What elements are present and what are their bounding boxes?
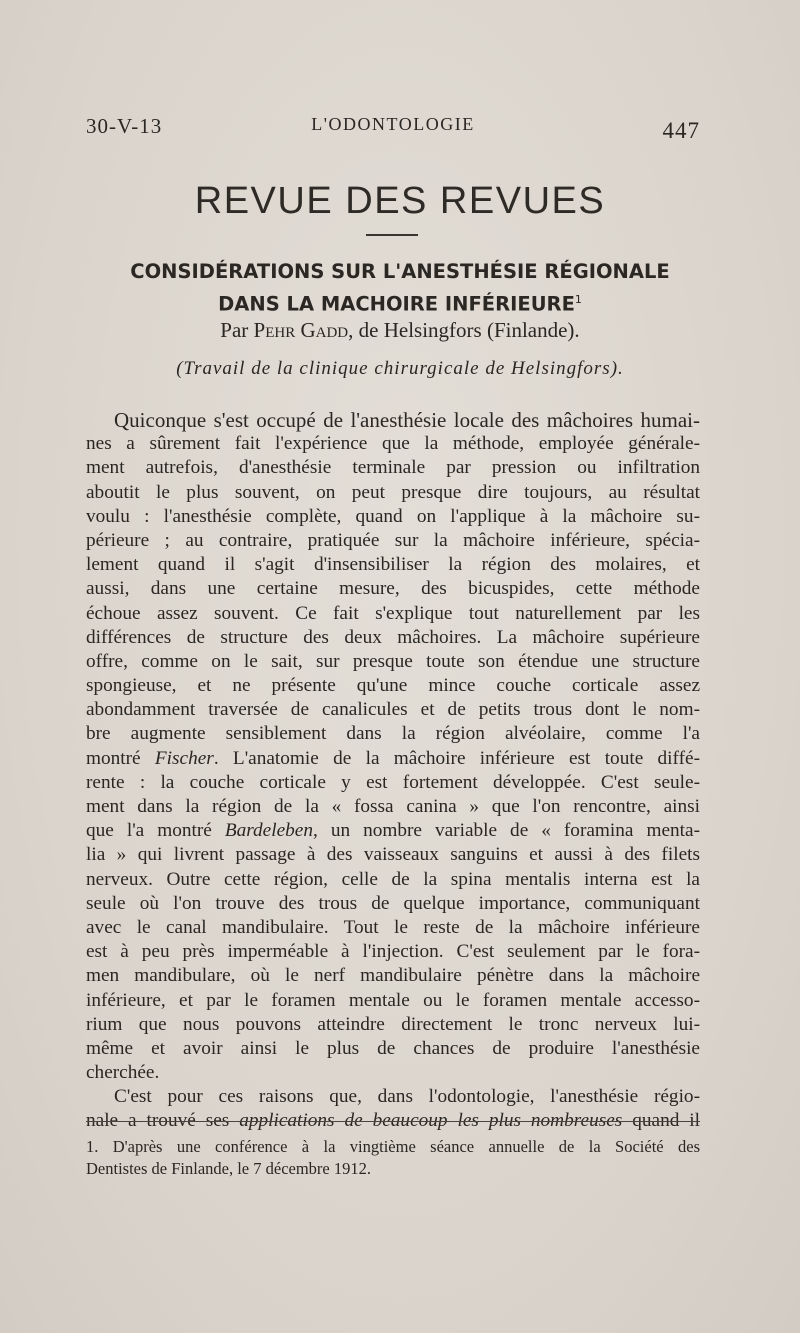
affiliation: (Travail de la clinique chirurgicale de Helsingfors).	[176, 358, 624, 379]
footnote-line-2: Dentistes de Finlande, le 7 décembre 1912.	[86, 1159, 372, 1178]
body-line: rente : la couche corticale y est fortement développée. C'est seule-	[86, 771, 700, 793]
body-line: avec le canal mandibulaire. Tout le reste de la mâchoire inférieure	[86, 916, 700, 938]
section-title: REVUE DES REVUES	[194, 180, 606, 222]
byline: Par Pehr Gadd, de Helsingfors (Finlande).	[220, 318, 580, 342]
article-body	[86, 408, 700, 1134]
body-line: même et avoir ainsi le plus de chances de produire l'anesthésie	[86, 1037, 700, 1059]
body-line: bre augmente sensiblement dans la région alvéolaire, comme l'a	[86, 723, 700, 745]
body-line: périeure ; au contraire, pratiquée sur la mâchoire inférieure, spécia-	[86, 529, 700, 551]
body-line: lia » qui livrent passage à des vaisseaux sanguins et aussi à des filets	[86, 844, 700, 866]
body-line: voulu : l'anesthésie complète, quand on l'applique à la mâchoire su-	[86, 505, 700, 527]
article-title-line-1: CONSIDÉRATIONS SUR L'ANESTHÉSIE RÉGIONALE	[130, 260, 670, 283]
body-line: men mandibulare, où le nerf mandibulaire pénètre dans la mâchoire	[86, 965, 700, 987]
body-line: cherchée.	[86, 1062, 160, 1084]
journal-name: L'ODONTOLOGIE	[311, 114, 475, 134]
body-line: nerveux. Outre cette région, celle de la spina mentalis interna est la	[86, 868, 700, 890]
article-title	[40, 258, 760, 319]
body-line: offre, comme on le sait, sur presque toute son étendue une structure	[86, 650, 700, 672]
footnote-mark: 1	[574, 293, 582, 306]
body-line: nes a sûrement fait l'expérience que la méthode, employée générale-	[86, 433, 700, 455]
running-head	[86, 114, 700, 144]
footnote	[86, 1136, 700, 1180]
footnote-line-1: 1. D'après une conférence à la vingtième séance annuelle de la Société des	[86, 1137, 700, 1156]
page-number: 447	[662, 118, 700, 143]
body-line: que l'a montré Bardeleben, un nombre variable de « foramina menta-	[86, 820, 700, 842]
body-line: aussi, dans une certaine mesure, des bicuspides, cette méthode	[86, 578, 700, 600]
body-line: montré Fischer. L'anatomie de la mâchoire inférieure est toute diffé-	[86, 747, 700, 769]
body-line: ment dans la région de la « fossa canina » que l'on rencontre, ainsi	[86, 796, 700, 817]
body-line: inférieure, et par le foramen mentale ou le foramen mentale accesso-	[86, 989, 700, 1011]
body-line: ment autrefois, d'anesthésie terminale par pression ou infiltration	[86, 457, 700, 479]
body-line: est à peu près imperméable à l'injection. C'est seulement par le fora-	[86, 941, 700, 963]
body-line: différences de structure des deux mâchoires. La mâchoire supérieure	[86, 626, 700, 648]
body-line: abondamment traversée de canalicules et de petits trous dont le nom-	[86, 699, 700, 721]
body-line: rium que nous pouvons atteindre directement le tronc nerveux lui-	[86, 1013, 700, 1035]
body-line: aboutit le plus souvent, on peut presque dire toujours, au résultat	[86, 481, 700, 503]
body-line: C'est pour ces raisons que, dans l'odontologie, l'anesthésie régio-	[114, 1086, 700, 1108]
body-line: lement quand il s'agit d'insensibiliser la région des molaires, et	[86, 554, 700, 576]
body-line: seule où l'on trouve des trous de quelque importance, communiquant	[86, 892, 700, 914]
issue-date: 30-V-13	[86, 114, 163, 138]
body-line: spongieuse, et ne présente qu'une mince couche corticale assez	[86, 675, 700, 697]
footnote-divider	[86, 1121, 700, 1122]
body-line: Quiconque s'est occupé de l'anesthésie locale des mâchoires humai-	[114, 408, 700, 432]
title-divider	[366, 234, 418, 236]
article-title-line-2: DANS LA MACHOIRE INFÉRIEURE$^1$	[218, 292, 582, 316]
author-name: Pehr Gadd	[253, 318, 349, 342]
body-line: nale a trouvé ses applications de beaucoup les plus nombreuses quand il	[86, 1110, 700, 1132]
body-line: échoue assez souvent. Ce fait s'explique tout naturellement par les	[86, 602, 700, 624]
